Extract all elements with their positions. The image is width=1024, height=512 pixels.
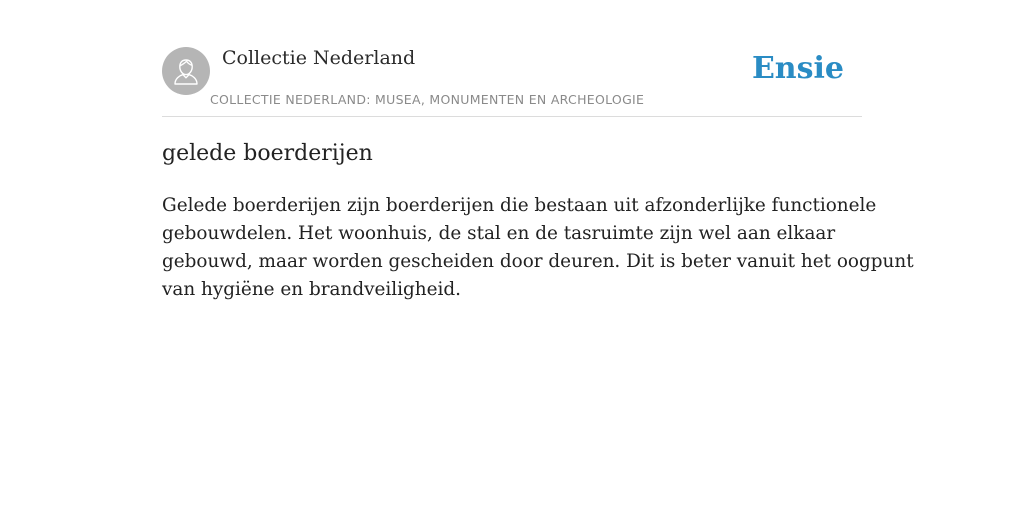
entry-definition xyxy=(162,192,914,304)
definition-line: Gelede boerderijen zijn boerderijen die bestaan uit afzonderlijke functionele xyxy=(162,195,877,216)
author-avatar[interactable] xyxy=(162,47,210,95)
user-silhouette-icon xyxy=(162,47,210,95)
definition-line: gebouwdelen. Het woonhuis, de stal en de tasruimte zijn wel aan elkaar xyxy=(162,223,836,244)
entry-term: gelede boerderijen xyxy=(162,141,373,166)
author-subtitle[interactable]: COLLECTIE NEDERLAND: MUSEA, MONUMENTEN EN ARCHEOLOGIE xyxy=(210,92,645,107)
author-name[interactable]: Collectie Nederland xyxy=(222,47,416,69)
definition-line: gebouwd, maar worden gescheiden door deuren. Dit is beter vanuit het oogpunt xyxy=(162,251,914,272)
definition-line: van hygiëne en brandveiligheid. xyxy=(162,279,462,300)
ensie-logo[interactable]: Ensie xyxy=(751,51,844,86)
entry-header xyxy=(162,0,862,117)
